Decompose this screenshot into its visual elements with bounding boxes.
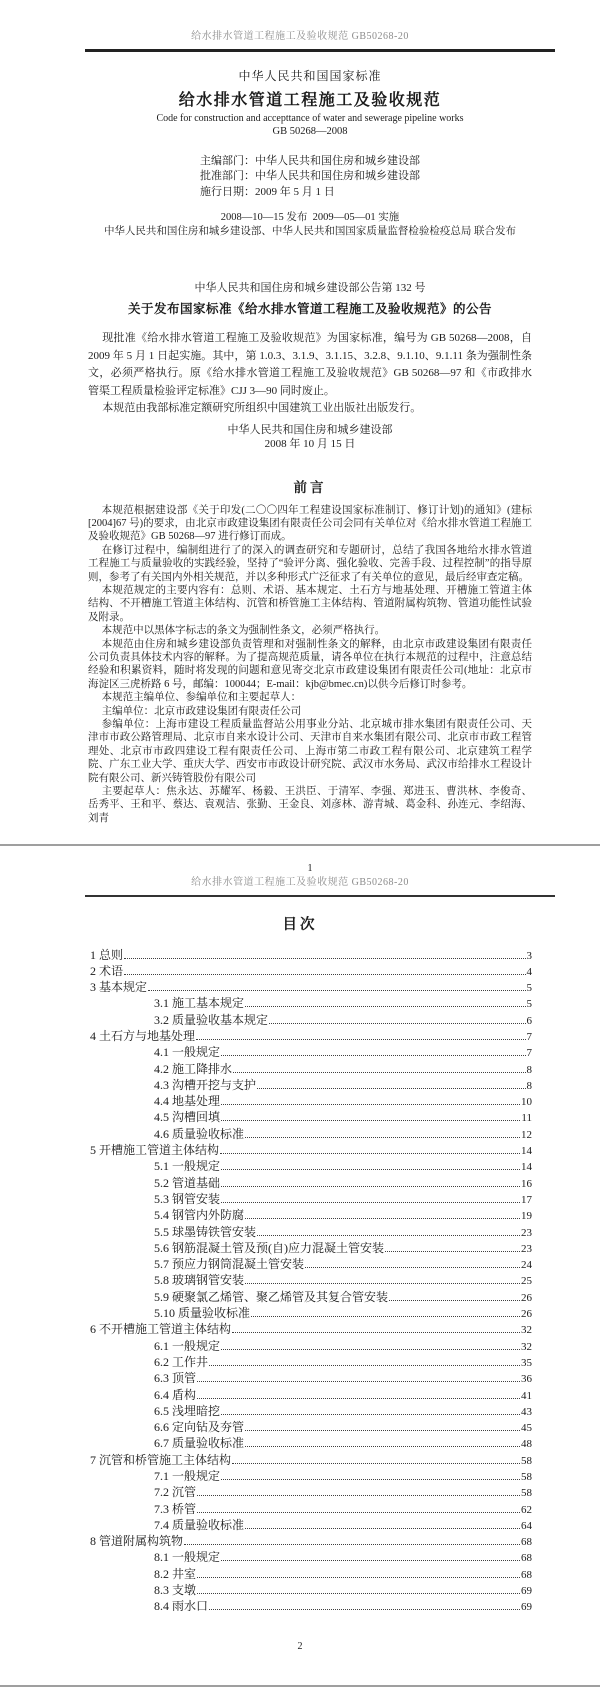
- toc-entry-label: 8.2 井室: [154, 1566, 197, 1581]
- table-of-contents: [0, 947, 600, 1615]
- toc-entry: [90, 1240, 532, 1256]
- toc-page-number: 23: [521, 1242, 532, 1255]
- toc-page-number: 6: [526, 1014, 532, 1027]
- toc-entry-label: 5.3 钢管安装: [154, 1191, 221, 1206]
- header-rule: [85, 895, 555, 897]
- toc-entry-label: 6.7 质量验收标准: [154, 1436, 245, 1451]
- announcement-paragraph: 本规范由我部标准定额研究所组织中国建筑工业出版社出版发行。: [102, 402, 422, 414]
- toc-entry: [90, 1077, 532, 1093]
- toc-page-number: 23: [521, 1226, 532, 1239]
- toc-entry: [90, 1582, 532, 1598]
- toc-dot-leader: [221, 1186, 520, 1187]
- toc-dot-leader: [221, 1479, 520, 1480]
- standard-code: GB 50268—2008: [272, 125, 348, 137]
- header-rule: [85, 49, 555, 52]
- issue-dates-line: 2008—10—15 发布 2009—05—01 实施: [220, 212, 400, 223]
- toc-page-number: 12: [521, 1128, 532, 1141]
- toc-entry: [90, 963, 532, 979]
- toc-page-number: 43: [521, 1405, 532, 1418]
- toc-page-number: 58: [521, 1471, 532, 1483]
- announcement-title: 关于发布国家标准《给水排水管道工程施工及验收规范》的公告: [127, 302, 492, 316]
- toc-entry-label: 7.3 桥管: [154, 1501, 197, 1516]
- page-2: [0, 846, 600, 1685]
- toc-entry-label: 8.4 雨水口: [154, 1599, 209, 1614]
- toc-page-number: 14: [521, 1145, 532, 1158]
- toc-page-number: 58: [521, 1487, 532, 1500]
- toc-dot-leader: [221, 1202, 520, 1203]
- toc-dot-leader: [197, 1593, 520, 1594]
- department-block: [88, 154, 532, 201]
- toc-dot-leader: [221, 1104, 520, 1105]
- toc-entry-label: 5.5 球墨铸铁管安装: [154, 1224, 257, 1239]
- toc-dot-leader: [232, 1463, 520, 1464]
- page-number: 1: [307, 863, 313, 875]
- toc-dot-leader: [269, 1023, 525, 1024]
- effective-date: 施行日期：2009 年 5 月 1 日: [200, 185, 335, 198]
- toc-entry: [90, 1419, 532, 1435]
- page-number: 2: [297, 1640, 303, 1652]
- toc-entry-label: 7.4 质量验收标准: [154, 1517, 245, 1532]
- toc-entry-label: 5.7 预应力钢筒混凝土管安装: [154, 1257, 305, 1272]
- toc-dot-leader: [220, 1153, 520, 1154]
- toc-entry-label: 4.4 地基处理: [154, 1094, 221, 1109]
- toc-entry: [90, 1224, 532, 1240]
- toc-entry-label: 6.5 浅埋暗挖: [154, 1403, 221, 1418]
- foreword-paragraph: 主编单位：北京市政建设集团有限责任公司: [101, 705, 302, 717]
- toc-page-number: 5: [526, 998, 532, 1011]
- toc-page-number: 68: [521, 1552, 532, 1565]
- toc-page-number: 25: [521, 1275, 532, 1288]
- toc-page-number: 14: [521, 1161, 532, 1174]
- announcement-paragraph: 现批准《给水排水管道工程施工及验收规范》为国家标准，编号为 GB 50268—2008，自 2009 年 5 月 1 日起实施。其中，第 1.0.3、3.1.9、3.1.15、3.2.8、9.1.10、9.1.11 条为强制性条文，必须严格执行。原《给水排水管道工程施工及验收规范》GB 50268—97 和《市政排水管渠工程质量检验评定标准》CJJ 3—90 同时废止。: [88, 332, 532, 397]
- toc-entry-label: 5.9 硬聚氯乙烯管、聚乙烯管及其复合管安装: [154, 1289, 389, 1304]
- toc-entry: [90, 995, 532, 1011]
- toc-page-number: 32: [521, 1340, 532, 1353]
- approval-department: 批准部门：中华人民共和国住房和城乡建设部: [200, 170, 420, 182]
- foreword-paragraph: 本规范根据建设部《关于印发(二〇〇四年工程建设国家标准制订、修订计划)的通知》(建标[2004]67 号)的要求，由北京市政建设集团有限责任公司会同有关单位对《给水排水管道工程施工及验收规范》GB 50268—97 进行修订而成。: [88, 504, 532, 543]
- toc-page-number: 17: [521, 1193, 532, 1206]
- toc-entry: [90, 1044, 532, 1060]
- toc-dot-leader: [221, 1169, 520, 1170]
- toc-entry: [90, 1109, 532, 1125]
- toc-page-number: 26: [521, 1291, 532, 1304]
- toc-page-number: 69: [521, 1601, 532, 1614]
- toc-page-number: 26: [521, 1308, 532, 1321]
- toc-dot-leader: [197, 1381, 520, 1382]
- toc-page-number: 45: [521, 1422, 532, 1435]
- announcement-body: [88, 330, 532, 418]
- page-1-content: [0, 67, 600, 875]
- toc-entry-label: 1 总则: [90, 947, 124, 962]
- toc-page-number: 32: [521, 1324, 532, 1337]
- toc-dot-leader: [245, 1218, 520, 1219]
- document-title: 给水排水管道工程施工及验收规范: [178, 91, 442, 109]
- toc-entry: [90, 1370, 532, 1386]
- toc-dot-leader: [124, 974, 525, 975]
- toc-entry: [90, 1142, 532, 1158]
- toc-dot-leader: [221, 1120, 520, 1121]
- toc-dot-leader: [221, 1349, 520, 1350]
- toc-entry-label: 5.4 钢管内外防腐: [154, 1208, 245, 1223]
- toc-dot-leader: [245, 1446, 520, 1447]
- toc-entry: [90, 1354, 532, 1370]
- running-header: 给水排水管道工程施工及验收规范 GB50268-20: [191, 31, 409, 42]
- toc-entry: [90, 1566, 532, 1582]
- toc-entry: [90, 1517, 532, 1533]
- foreword-paragraph: 本规范规定的主要内容有：总则、术语、基本规定、土石方与地基处理、开槽施工管道主体结构、不开槽施工管道主体结构、沉管和桥管施工主体结构、管道附属构筑物、管道功能性试验及附录。: [88, 584, 532, 623]
- toc-entry: [90, 1093, 532, 1109]
- standard-label: 中华人民共和国国家标准: [238, 68, 382, 83]
- toc-entry: [90, 1028, 532, 1044]
- toc-page-number: 10: [521, 1096, 532, 1109]
- toc-entry-label: 4.1 一般规定: [154, 1045, 221, 1060]
- toc-entry-label: 5.6 钢筋混凝土管及预(自)应力混凝土管安装: [154, 1240, 384, 1255]
- toc-dot-leader: [232, 1332, 520, 1333]
- toc-dot-leader: [245, 1528, 520, 1529]
- toc-entry-label: 5.2 管道基础: [154, 1175, 221, 1190]
- toc-entry-label: 4.3 沟槽开挖与支护: [154, 1077, 257, 1092]
- toc-page-number: 11: [521, 1112, 532, 1125]
- toc-entry-label: 8 管道附属构筑物: [90, 1534, 184, 1549]
- toc-entry: [90, 1305, 532, 1321]
- foreword-title: 前言: [293, 479, 327, 495]
- toc-entry: [90, 1175, 532, 1191]
- signature-block: [88, 423, 532, 452]
- toc-page-number: 24: [521, 1259, 532, 1272]
- toc-page-number: 4: [526, 965, 532, 978]
- toc-page-number: 48: [521, 1438, 532, 1451]
- toc-dot-leader: [221, 1560, 520, 1561]
- toc-dot-leader: [197, 1495, 520, 1496]
- toc-entry-label: 4 土石方与地基处理: [90, 1028, 196, 1043]
- toc-page-number: 62: [521, 1503, 532, 1516]
- toc-entry-label: 6 不开槽施工管道主体结构: [90, 1322, 232, 1337]
- joint-publishers-line: 中华人民共和国住房和城乡建设部、中华人民共和国国家质量监督检验检疫总局 联合发布: [103, 226, 517, 237]
- toc-entry: [90, 1387, 532, 1403]
- toc-entry: [90, 1012, 532, 1028]
- toc-entry-label: 5.10 质量验收标准: [154, 1306, 251, 1321]
- toc-page-number: 35: [521, 1356, 532, 1369]
- toc-entry-label: 7.1 一般规定: [154, 1469, 221, 1483]
- toc-entry-label: 4.2 施工降排水: [154, 1061, 233, 1076]
- toc-dot-leader: [245, 1137, 520, 1138]
- toc-dot-leader: [221, 1055, 525, 1056]
- toc-page-number: 36: [521, 1373, 532, 1386]
- toc-page-number: 3: [526, 949, 532, 962]
- toc-dot-leader: [209, 1365, 520, 1366]
- toc-dot-leader: [221, 1414, 520, 1415]
- toc-entry-label: 5.8 玻璃钢管安装: [154, 1273, 245, 1288]
- toc-entry-label: 4.6 质量验收标准: [154, 1126, 245, 1141]
- toc-dot-leader: [251, 1316, 520, 1317]
- toc-entry: [90, 1501, 532, 1517]
- toc-entry: [90, 1435, 532, 1451]
- foreword-paragraph: 在修订过程中，编制组进行了的深入的调查研究和专题研讨，总结了我国各地给水排水管道工程施工与质量验收的实践经验，坚持了“验评分离、强化验收、完善手段、过程控制”的指导原则，参考了有关国内外相关规范，并以多种形式广泛征求了有关单位的意见，最后经审查定稿。: [88, 544, 532, 583]
- toc-page-number: 5: [526, 982, 532, 995]
- toc-entry-label: 6.6 定向钻及夯管: [154, 1420, 245, 1435]
- toc-page-number: 68: [521, 1536, 532, 1549]
- toc-dot-leader: [245, 1430, 520, 1431]
- page-separator: [0, 1685, 600, 1687]
- toc-entry: [90, 1207, 532, 1223]
- toc-page-number: 58: [521, 1454, 532, 1467]
- toc-entry-label: 2 术语: [90, 963, 124, 978]
- toc-entry-label: 3.2 质量验收基本规定: [154, 1012, 269, 1027]
- toc-entry: [90, 1338, 532, 1354]
- chief-editor-department: 主编部门：中华人民共和国住房和城乡建设部: [200, 154, 420, 167]
- toc-dot-leader: [197, 1512, 520, 1513]
- toc-entry-label: 4.5 沟槽回填: [154, 1110, 221, 1125]
- foreword-paragraph: 参编单位：上海市建设工程质量监督站公用事业分站、北京城市排水集团有限责任公司、天津市市政公路管理局、北京市自来水设计公司、天津市自来水集团有限公司、北京市市政工程管理处、北京市市政四建设工程有限责任公司、上海市第二市政工程有限公司、北京建筑工程学院、广东工业大学、重庆大学、西安市市政设计研究院、武汉市水务局、武汉市给排水工程设计院有限公司、新兴铸管股份有限公司: [88, 719, 532, 784]
- signature-date: 2008 年 10 月 15 日: [264, 438, 356, 450]
- toc-entry-label: 6.1 一般规定: [154, 1338, 221, 1353]
- toc-page-number: 16: [521, 1177, 532, 1190]
- foreword-body: [88, 504, 532, 826]
- toc-dot-leader: [385, 1251, 520, 1252]
- document-title-english: Code for construction and accepttance of water and sewerage pipeline works: [156, 112, 464, 124]
- toc-dot-leader: [148, 990, 525, 991]
- toc-dot-leader: [257, 1235, 520, 1236]
- toc-page-number: 69: [521, 1585, 532, 1598]
- toc-page-number: 19: [521, 1210, 532, 1223]
- toc-entry: [90, 1256, 532, 1272]
- toc-entry-label: 6.2 工作井: [154, 1354, 209, 1369]
- foreword-paragraph: 本规范中以黑体字标志的条文为强制性条文，必须严格执行。: [101, 625, 386, 637]
- toc-dot-leader: [124, 958, 525, 959]
- toc-entry: [90, 1289, 532, 1305]
- toc-entry: [90, 979, 532, 995]
- toc-entry-label: 8.3 支墩: [154, 1583, 197, 1598]
- foreword-paragraph: 主要起草人：焦永达、苏耀军、杨毅、王洪臣、于清军、李强、郑进玉、曹洪林、李俊奇、岳秀平、王和平、蔡达、袁观洁、张勤、王金良、刘彦林、游青城、葛金科、孙连元、李绍海、刘青: [88, 786, 532, 824]
- running-header: 给水排水管道工程施工及验收规范 GB50268-20: [191, 877, 409, 888]
- toc-dot-leader: [245, 1283, 520, 1284]
- toc-entry: [90, 1549, 532, 1565]
- toc-entry: [90, 1158, 532, 1174]
- toc-entry: [90, 1272, 532, 1288]
- toc-entry-label: 5.1 一般规定: [154, 1159, 221, 1174]
- toc-entry-label: 7 沉管和桥管施工主体结构: [90, 1452, 232, 1467]
- toc-page-number: 8: [526, 1079, 532, 1092]
- toc-title: 目次: [282, 916, 318, 933]
- toc-page-number: 8: [526, 1063, 532, 1076]
- toc-entry-label: 3 基本规定: [90, 980, 148, 995]
- toc-dot-leader: [389, 1300, 520, 1301]
- toc-page-number: 41: [521, 1389, 532, 1402]
- toc-page-number: 7: [526, 1047, 532, 1060]
- toc-dot-leader: [257, 1088, 525, 1089]
- signature-authority: 中华人民共和国住房和城乡建设部: [227, 423, 393, 436]
- toc-dot-leader: [305, 1267, 520, 1268]
- toc-entry-label: 8.1 一般规定: [154, 1550, 221, 1565]
- toc-entry-label: 7.2 沉管: [154, 1485, 197, 1500]
- toc-dot-leader: [209, 1609, 520, 1610]
- toc-entry: [90, 1452, 532, 1468]
- toc-entry-label: 6.3 顶管: [154, 1371, 197, 1386]
- toc-entry: [90, 1598, 532, 1614]
- toc-entry: [90, 1468, 532, 1484]
- toc-page-number: 64: [521, 1519, 532, 1532]
- toc-dot-leader: [245, 1006, 525, 1007]
- foreword-paragraph: 本规范主编单位、参编单位和主要起草人：: [101, 692, 302, 704]
- toc-entry: [90, 1126, 532, 1142]
- toc-entry: [90, 1533, 532, 1549]
- toc-entry: [90, 1484, 532, 1500]
- toc-entry-label: 5 开槽施工管道主体结构: [90, 1143, 220, 1158]
- toc-entry: [90, 1191, 532, 1207]
- foreword-paragraph: 本规范由住房和城乡建设部负责管理和对强制性条文的解释，由北京市政建设集团有限责任公司负责具体技术内容的解释。为了提高规范质量，请各单位在执行本规范的过程中，注意总结经验和积累资料，随时将发现的问题和意见寄交北京市政建设集团有限责任公司(地址：北京市海淀区三虎桥路 6 号，邮编：100044；E-mail：kjb@bmec.cn)以供今后修订时参考。: [88, 638, 532, 690]
- toc-entry-label: 6.4 盾构: [154, 1387, 197, 1402]
- toc-dot-leader: [184, 1544, 520, 1545]
- toc-entry: [90, 1321, 532, 1337]
- toc-page-number: 68: [521, 1568, 532, 1581]
- announcement-number: 中华人民共和国住房和城乡建设部公告第 132 号: [194, 282, 426, 294]
- toc-entry: [90, 947, 532, 963]
- toc-dot-leader: [197, 1398, 520, 1399]
- toc-dot-leader: [233, 1072, 525, 1073]
- toc-dot-leader: [197, 1577, 520, 1578]
- toc-entry-label: 3.1 施工基本规定: [154, 996, 245, 1011]
- toc-entry: [90, 1403, 532, 1419]
- toc-entry: [90, 1061, 532, 1077]
- toc-page-number: 7: [526, 1030, 532, 1043]
- toc-dot-leader: [196, 1039, 525, 1040]
